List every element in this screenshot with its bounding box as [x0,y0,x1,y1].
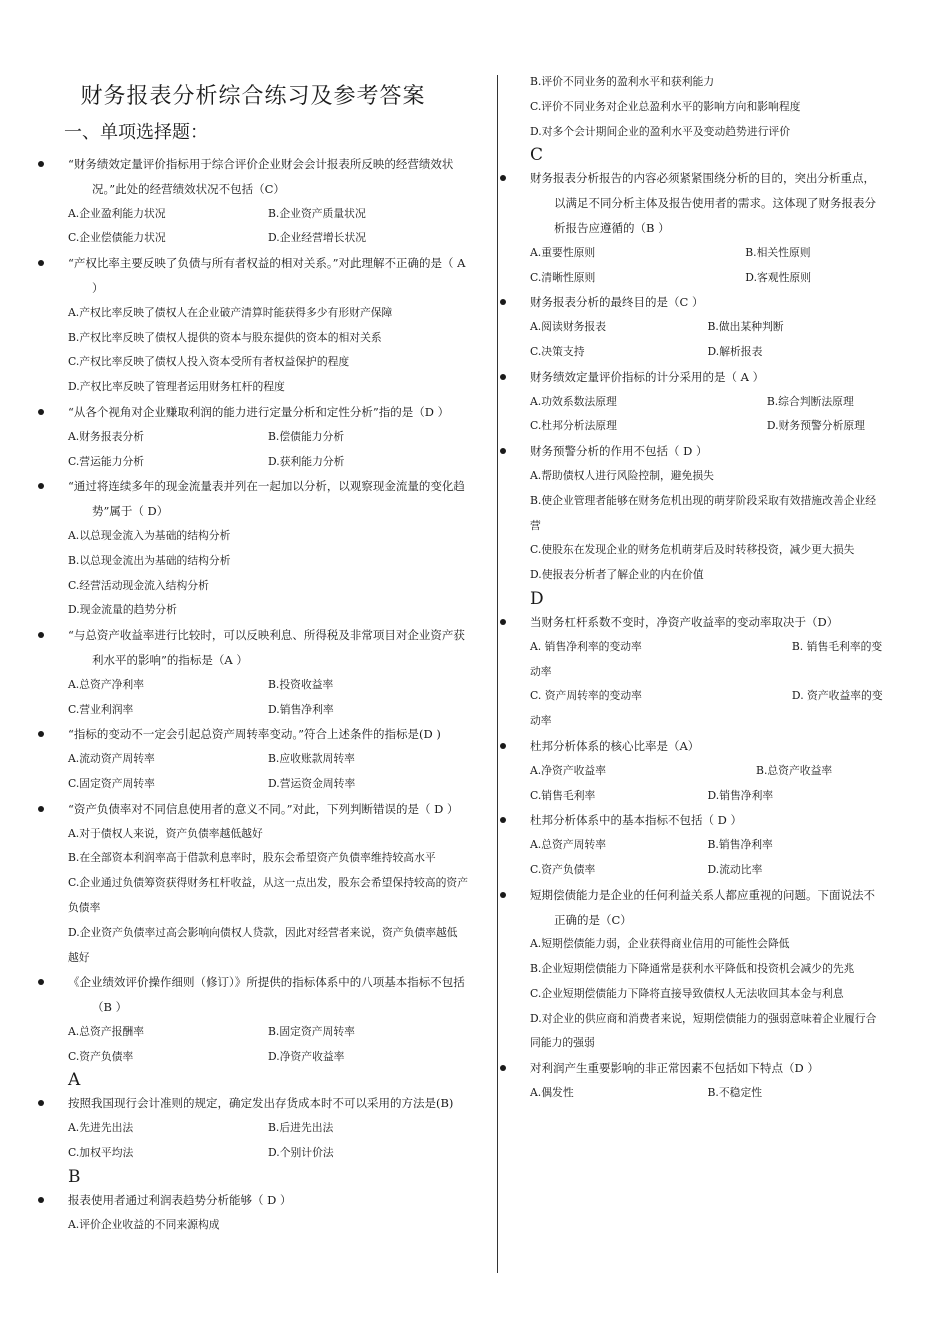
option-line: A.对于债权人来说，资产负债率越低越好 [68,826,263,840]
option: D.营运资金周转率 [268,776,356,790]
option: A.企业盈利能力状况 [68,206,166,220]
option: C.决策支持 [530,344,585,358]
question-stem: 报表使用者通过利润表趋势分析能够（ D ） [68,1192,292,1207]
option: D.财务预警分析原理 [766,419,865,433]
option: C.固定资产周转率 [68,776,155,790]
bullet-icon [500,743,506,749]
option: D.个别计价法 [268,1146,334,1160]
bullet-icon [38,806,44,812]
left-column [38,70,468,1237]
option-line: C.企业短期偿债能力下降将直接导致债权人无法收回其本金与利息 [530,986,844,1000]
question-stem: “产权比率主要反映了负债与所有者权益的相对关系。”对此理解不正确的是（ A ） [68,256,466,295]
bullet-icon [38,731,44,737]
question-stem: 对利润产生重要影响的非正常因素不包括如下特点（D ） [530,1061,819,1076]
option-row [500,833,885,858]
question-stem: 财务报表分析报告的内容必须紧紧围绕分析的目的，突出分析重点，以满足不同分析主体及报告使用者的需求。这体现了财务报表分析报告应遵循的（B ） [530,171,876,235]
option: C.资产负债率 [530,862,596,876]
bullet-icon [500,817,506,823]
option-line [500,266,885,291]
option: A. 销售净利率的变动率 [530,639,642,653]
option: B.后进先出法 [268,1121,334,1135]
option: D.销售净利率 [268,702,334,716]
question-item [38,152,468,202]
option: A.总资产净利率 [68,677,145,691]
section-heading: 一、单项选择题： [64,122,208,143]
question-item [38,722,468,747]
option: A.偶发性 [530,1086,574,1100]
option: A.净资产收益率 [530,763,607,777]
option-line [500,241,885,266]
option: D.客观性原则 [745,270,811,284]
question-item [500,439,885,464]
option: D.解析报表 [707,344,763,358]
bullet-icon [38,409,44,415]
question-item [38,400,468,425]
question-stem: “指标的变动不一定会引起总资产周转率变动。”符合上述条件的指标是(D ) [68,727,441,742]
question-item [500,365,885,390]
option: B.销售净利率 [707,838,773,852]
column-divider [497,75,498,1273]
option: C.杜邦分析法原理 [530,419,617,433]
option-line [500,759,885,784]
option-line: D.现金流量的趋势分析 [68,603,177,617]
option: A.阅读财务报表 [530,320,607,334]
option-line: A.帮助债权人进行风险控制，避免损失 [530,468,714,482]
option: C.企业偿债能力状况 [68,231,166,245]
option: B.偿债能力分析 [268,429,345,443]
bullet-icon [38,1100,44,1106]
option-row [38,1141,468,1166]
option: C.资产负债率 [68,1049,134,1063]
option-row [38,772,468,797]
option: A.先进先出法 [68,1121,134,1135]
option-line: A.短期偿债能力弱，企业获得商业信用的可能性会降低 [530,937,790,951]
option: D.销售净利率 [707,788,774,802]
bullet-icon [500,1065,506,1071]
option-row [38,1020,468,1045]
option-line: C.使股东在发现企业的财务危机萌芽后及时转移投资，减少更大损失 [530,543,855,557]
option-row [38,1116,468,1141]
option-line: B.以总现金流出为基础的结构分析 [68,553,231,567]
option: A.流动资产周转率 [68,752,155,766]
option: A.总资产报酬率 [68,1024,145,1038]
option: D.获利能力分析 [268,454,345,468]
bullet-icon [38,260,44,266]
option-line [500,390,885,415]
question-stem: “通过将连续多年的现金流量表并列在一起加以分析，以观察现金流量的变化趋势”属于（ D） [68,479,465,519]
question-item [500,734,885,759]
option-row [38,698,468,723]
option-row [38,425,468,450]
option: A.财务报表分析 [68,429,145,443]
question-item [500,808,885,833]
option-line: A.以总现金流入为基础的结构分析 [68,528,231,542]
question-stem: 按照我国现行会计准则的规定，确定发出存货成本时不可以采用的方法是(B) [68,1096,454,1111]
bullet-icon [500,448,506,454]
question-item [38,1091,468,1116]
bullet-icon [500,299,506,305]
bullet-icon [38,1197,44,1203]
question-stem: 财务预警分析的作用不包括（ D ） [530,444,708,459]
question-item [38,1188,468,1213]
option-row [500,784,885,809]
option-row [500,340,885,365]
option: B.投资收益率 [268,677,334,691]
option-line: C.产权比率反映了债权人投入资本受所有者权益保护的程度 [68,355,350,369]
option: D.净资产收益率 [268,1049,345,1063]
bullet-icon [500,619,506,625]
option: B.相关性原则 [745,245,811,259]
page-title: 财务报表分析综合练习及参考答案 [80,84,426,109]
option-row [38,202,468,227]
option: D.流动比率 [707,862,763,876]
option: B.综合判断法原理 [766,394,854,408]
question-stem: 杜邦分析体系的核心比率是（A） [530,738,700,753]
question-stem: 财务绩效定量评价指标的计分采用的是（ A ） [530,369,765,384]
option-line: B.企业短期偿债能力下降通常是获利水平降低和投资机会减少的先兆 [530,962,855,976]
option: B.企业资产质量状况 [268,206,366,220]
bullet-icon [500,892,506,898]
question-stem: 杜邦分析体系中的基本指标不包括（ D ） [530,813,743,828]
question-item [38,797,468,822]
option: B.做出某种判断 [707,320,784,334]
option-line: D.使报表分析者了解企业的内在价值 [530,568,704,582]
option-line: A.产权比率反映了债权人在企业破产清算时能获得多少有形财产保障 [68,305,393,319]
option-row [500,858,885,883]
question-stem: “财务绩效定量评价指标用于综合评价企业财会会计报表所反映的经营绩效状况。”此处的经营绩效状况不包括（C） [68,157,454,196]
option: B.固定资产周转率 [268,1024,355,1038]
option-row [38,1045,468,1070]
question-stem: 财务报表分析的最终目的是（C ） [530,295,704,310]
option-line: B.产权比率反映了债权人提供的资本与股东提供的资本的相对关系 [68,330,382,344]
option: A.功效系数法原理 [530,394,617,408]
option-line: C.经营活动现金流入结构分析 [68,578,209,592]
option: C.加权平均法 [68,1146,134,1160]
answer-letter: A [68,1070,81,1091]
option-row [500,1081,885,1106]
option: B. 销售毛利率的变动率 [530,639,883,678]
option-line [500,635,885,685]
option: C.营业利润率 [68,702,134,716]
question-stem: 短期偿债能力是企业的任何利益关系人都应重视的问题。下面说法不正确的是（C） [530,887,875,927]
option-line: D.企业资产负债率过高会影响向债权人贷款，因此对经营者来说，资产负债率越低越好 [68,925,458,964]
question-stem: 《企业绩效评价操作细则（修订）》所提供的指标体系中的八项基本指标不包括（B ） [68,975,465,1015]
option-line: B.评价不同业务的盈利水平和获利能力 [530,75,715,88]
option-line: B.在全部资本利润率高于借款利息率时，股东会希望资产负债率维持较高水平 [68,851,436,865]
option-row [38,450,468,475]
question-stem: “与总资产收益率进行比较时，可以反映利息、所得税及非常项目对企业资产获利水平的影响”的指标是（A ） [68,628,465,667]
option: C.营运能力分析 [68,454,145,468]
option-line: B.使企业管理者能够在财务危机出现的萌芽阶段采取有效措施改善企业经营 [530,493,877,532]
option-line: D.对多个会计期间企业的盈利水平及变动趋势进行评价 [530,124,791,138]
question-item [38,474,468,524]
bullet-icon [500,175,506,181]
question-item [38,251,468,301]
question-item [500,883,885,933]
option-line: C.评价不同业务对企业总盈利水平的影响方向和影响程度 [530,99,801,113]
option-line: D.对企业的供应商和消费者来说，短期偿债能力的强弱意味着企业履行合同能力的强弱 [530,1011,877,1050]
option: D. 资产收益率的变动率 [530,689,883,728]
option: C.清晰性原则 [530,270,596,284]
bullet-icon [500,374,506,380]
bullet-icon [38,632,44,638]
question-item [500,610,885,635]
question-item [500,1056,885,1081]
option: B.不稳定性 [707,1086,763,1100]
answer-letter: C [530,145,544,166]
right-column [500,70,885,1106]
bullet-icon [38,161,44,167]
question-stem: “资产负债率对不同信息使用者的意义不同。”对此，下列判断错误的是（ D ） [68,801,459,816]
option: A.重要性原则 [530,245,596,259]
question-item [500,290,885,315]
answer-letter: D [530,588,544,609]
option-line: C.企业通过负债筹资获得财务杠杆收益，从这一点出发，股东会希望保持较高的资产负债率 [68,876,468,914]
option: C.销售毛利率 [530,788,596,802]
option-row [38,226,468,251]
question-stem: 当财务杠杆系数不变时，净资产收益率的变动率取决于（D） [530,614,839,629]
option-row [500,315,885,340]
option-row [38,747,468,772]
question-stem: “从各个视角对企业赚取利润的能力进行定量分析和定性分析”指的是（D ） [68,404,450,419]
option: C. 资产周转率的变动率 [530,689,642,703]
option-line: D.产权比率反映了管理者运用财务杠杆的程度 [68,380,285,394]
bullet-icon [38,979,44,985]
option: B.总资产收益率 [756,763,833,777]
option-line: A.评价企业收益的不同来源构成 [68,1217,220,1231]
option: D.企业经营增长状况 [268,231,367,245]
option-line [500,414,885,439]
answer-letter: B [68,1166,81,1187]
bullet-icon [38,483,44,489]
option-row [38,673,468,698]
question-item [500,166,885,240]
option: A.总资产周转率 [530,838,607,852]
question-item [38,970,468,1020]
question-item [38,623,468,673]
option: B.应收账款周转率 [268,752,355,766]
option-line [500,684,885,734]
